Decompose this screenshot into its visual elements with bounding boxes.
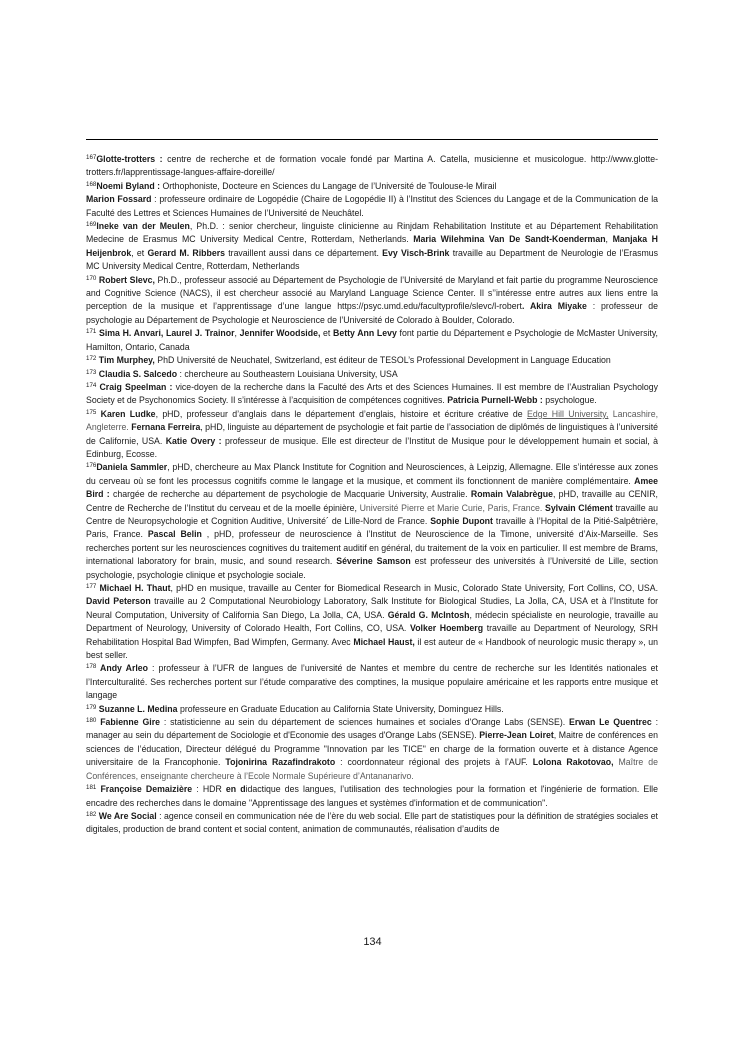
footnote-name: David Peterson xyxy=(86,596,151,607)
footnote-name: Maria Wilehmina Van De Sandt-Koenderman xyxy=(413,234,606,245)
footnote-text: , pHD, travaille au CENIR, Centre de Recherche de l’Institut du cerveau et de la moelle épinière, xyxy=(86,489,658,513)
footnote-text: chargée de recherche au département de psychologie de Macquarie University, Australie. xyxy=(109,489,471,500)
footnote-name: Marion Fossard xyxy=(86,194,152,205)
footnote-number: 178 xyxy=(86,663,97,671)
footnote-text: professeure en Graduate Education au California State University, Dominguez Hills. xyxy=(177,703,504,714)
footnote-text: : HDR xyxy=(192,784,226,795)
footnote-name: Pierre-Jean Loiret xyxy=(479,730,554,741)
footnote-name: Gérald G. McIntosh xyxy=(387,609,470,620)
footnote-text: : professeur de psychologie au Département de Psychologie et Neuroscience de l’Université de Colorado à Boulder, Colorado. xyxy=(86,301,658,325)
footnote-name: Evy Visch-Brink xyxy=(382,247,450,258)
footnote-text: et xyxy=(320,328,334,339)
footnote xyxy=(86,354,658,367)
footnote-text: travaillent aussi dans ce département. xyxy=(224,247,383,258)
footnote-link[interactable]: Edge Hill University, xyxy=(527,408,609,419)
footnote-name: We Are Social xyxy=(96,810,157,821)
footnote-name: Volker Hoemberg xyxy=(410,623,484,634)
footnote-text: Orthophoniste, Docteure en Sciences du Langage de l’Université de Toulouse-le Mirail xyxy=(160,180,497,191)
footnote-text: , pHD en musique, travaille au Center for Biomedical Research in Music, Colorado State University, Fort Collins, CO, USA. xyxy=(170,583,658,593)
footnote-name: Michael H. Thaut xyxy=(96,583,171,593)
footnote-separator xyxy=(86,139,658,140)
footnote xyxy=(86,327,658,354)
footnote-name: Erwan Le Quentrec xyxy=(569,717,652,728)
footnote xyxy=(86,716,658,783)
footnote-text: , xyxy=(605,234,613,245)
footnote-name: Sima H. Anvari, Laurel J. Trainor xyxy=(96,328,235,339)
footnote-name: Robert Slevc, xyxy=(96,274,155,285)
footnote-number: 181 xyxy=(86,784,97,792)
footnote-name: Suzanne L. Medina xyxy=(96,703,178,714)
footnote-name: Gerard M. Ribbers xyxy=(147,247,225,258)
footnote-name: Noemi Byland : xyxy=(96,180,161,191)
footnote-text: , médecin spécialiste en neurologie, travaille au Department of Neurology, University of Colorado Health, Fort Collins, CO, USA. xyxy=(86,609,658,634)
footnote-text: idactique des langues, l’utilisation des technologies pour la formation et l'ingénierie de formation. Elle encadre des recherches dans le domaine "Apprentissage des langues et systèmes d'information et de communication". xyxy=(86,784,658,808)
footnote xyxy=(86,153,658,180)
footnote-name: Fabienne Gire xyxy=(96,717,160,728)
footnote-text: il est auteur de « Handbook of neurologic music therapy », un best seller. xyxy=(86,636,658,661)
footnote-text: Maître de Conférences, enseignante chercheure à l’Ecole Normale Supérieure d’Antananarivo. xyxy=(86,757,658,781)
footnote-name: Jennifer Woodside, xyxy=(239,328,321,339)
footnote xyxy=(86,408,658,462)
footnote-number: 180 xyxy=(86,717,97,725)
footnote-name: Craig Speelman : xyxy=(96,381,173,392)
footnote-name: Tim Murphey, xyxy=(96,355,155,366)
footnote-name: Betty Ann Levy xyxy=(333,328,397,339)
footnote-text: : chercheure au Southeastern Louisiana University, USA xyxy=(177,368,398,379)
footnote-text: vice-doyen de la recherche dans la Faculté des Arts et des Sciences Humaines. Il est membre de l’Australian Psychology Society et de Psychonomics Society. Il s’intéresse à l’acquisition de compétences cognitives. xyxy=(86,381,658,406)
footnote-text: : coordonnateur régional des projets à l’AUF. xyxy=(335,757,533,768)
footnote-name: Sophie Dupont xyxy=(430,515,493,526)
footnote-name: Romain Valabrègue xyxy=(470,489,553,500)
footnote xyxy=(86,461,658,582)
footnote-text: Ph.D., professeur associé au Département de Psychologie de l’Université de Maryland et fait partie du programme Neuroscience and Cognitive Science (NACS), il est chercheur associé au Maryland Language Science Center. Il s’’intéresse entre autres aux liens entre la perception de la musique et l’apprentissage d’une langue https://psyc.umd.edu/facultyprofile/slevc/l-robert xyxy=(86,274,658,312)
footnote-number: 176 xyxy=(86,462,97,470)
footnote-number: 168 xyxy=(86,180,97,188)
footnote xyxy=(86,193,658,220)
footnote-name: . Akira Miyake xyxy=(522,301,587,312)
footnote-name: Ineke van der Meulen xyxy=(96,221,190,232)
footnote-number: 167 xyxy=(86,154,97,161)
footnote-name: Sylvain Clément xyxy=(544,502,613,513)
footnote-text: , pHD, professeur d’anglais dans le département d’englais, histoire et écriture créative de xyxy=(155,408,527,419)
footnote-name: Michael Haust, xyxy=(353,636,415,647)
footnote-name: Manjaka H Heijenbrok xyxy=(86,234,658,258)
footnote-text: : agence conseil en communication née de l’ère du web social. Elle part de statistiques pour la définition de stratégies sociales et digitales, production de brand content et social content, animation de communautés, réalisation d’audits de xyxy=(86,810,658,835)
footnote-text: professeur de musique. Elle est directeur de l’Institut de Musique pour le développement humain et social, à Edinburg, Ecosse. xyxy=(86,435,658,459)
footnote-number: 182 xyxy=(86,810,97,818)
footnote-text: font partie du Département e Psychologie de McMaster University, Hamilton, Ontario, Canada xyxy=(86,328,658,352)
footnote xyxy=(86,662,658,702)
footnote-text: travaille au Department of Neurology, SRH Rehabilitation Hospital Bad Wimpfen, Bad Wimpfen, Germany. Avec xyxy=(86,623,658,647)
footnote-text: Lancashire, Angleterre. xyxy=(86,408,659,433)
footnote-text: PhD Université de Neuchatel, Switzerland, est éditeur de TESOL’s Professional Development in Language Education xyxy=(154,355,611,366)
footnote-text: centre de recherche et de formation vocale fondé par Martina A. Catella, musicienne et musicologue. http://www.glotte-trotters.fr/lapprentissage-langues-affaire-doreille/ xyxy=(86,154,658,178)
footnote xyxy=(86,220,658,274)
footnote-text: , xyxy=(234,328,240,339)
footnote-name: Patricia Purnell-Webb : xyxy=(447,395,543,406)
footnote-name: Claudia S. Salcedo xyxy=(96,368,178,379)
footnote-text: Université Pierre et Marie Curie, Paris, France. xyxy=(359,502,543,513)
footnote-text: est professeur des universités à l’Université de Lille, section psychologie, psychologie clinique et psychologie sociale. xyxy=(86,556,659,580)
footnote-text: travaille au Department de Neurologie de l’Erasmus MC University Medical Centre, Rotterdam, Netherlands xyxy=(86,247,658,272)
footnote-text: psychologue. xyxy=(542,395,597,406)
footnote-name: Séverine Samson xyxy=(336,556,411,567)
footnote-text: , et xyxy=(131,247,148,258)
footnote-number: 177 xyxy=(86,583,97,590)
footnote-text: travaille au Centre de Neuropsychologie et Cognition Auditive, Université´ de Lille-Nord de France. xyxy=(86,502,659,526)
footnote xyxy=(86,381,658,408)
footnote-text: , pHD, linguiste au département de psychologie et fait partie de l’association de diplômés de linguistiques à l’université de Californie, USA. xyxy=(86,422,659,446)
footnote-text: , pHD, chercheure au Max Planck Institute for Cognition and Neurosciences, à Leipzig, Allemagne. Elle s’intéresse aux zones du cerveau où se font les processus cognitifs comme le langage et la musique, et comment ils fonctionnent de manière complémentaire. xyxy=(86,462,658,486)
footnote-number: 179 xyxy=(86,703,97,711)
footnote-name: Fernana Ferreira xyxy=(131,422,201,433)
footnote-name: Glotte-trotters : xyxy=(96,154,163,164)
footnote xyxy=(86,180,658,193)
footnote-number: 169 xyxy=(86,221,97,229)
footnote-text: , Ph.D. : senior chercheur, linguiste clinicienne au Rinjdam Rehabilitation Institute et au Département Rehabilitation Medecine de Erasmus MC University Medical Centre, Rotterdam, Netherlands. xyxy=(86,221,658,245)
page-number: 134 xyxy=(363,936,382,948)
footnote-name: Daniela Sammler xyxy=(96,462,168,473)
footnote xyxy=(86,783,658,810)
footnote-name: Tojonirina Razafindrakoto xyxy=(225,757,336,768)
footnote-text: , Maitre de conférences en sciences de l’éducation, Directeur délégué du Programme "Innovation par les TICE" en charge de la formation ouverte et à distance Agence universitaire de la Francophonie. xyxy=(86,730,658,768)
footnote-number: 172 xyxy=(86,355,97,363)
footnote-text: travaille au 2 Computational Neurobiology Laboratory, Salk Institute for Biological Studies, La Jolla, CA, USA et à l’Institute for Neural Computation, University of California San Diego, La Jolla, CA, USA. xyxy=(86,596,658,620)
footnote-text: , pHD, professeur de neuroscience à l’Institut de Neuroscience de la Timone, université d’Aix-Marseille. Ses recherches portent sur les neurosciences cognitives du traitement auditif en général, du traitement de la voix en particulier. Il est membre de Brams, international laboratory for brain, music, and sound research. xyxy=(86,529,659,567)
footnote-name: Amee Bird : xyxy=(86,475,658,500)
footnote-name: Lolona Rakotovao, xyxy=(532,757,614,768)
footnote-text: : statisticienne au sein du département de sciences humaines et sociales d'Orange Labs (SENSE). xyxy=(160,717,570,728)
footnote xyxy=(86,274,658,328)
footnote-name: Françoise Demaizière xyxy=(96,784,193,795)
footnote xyxy=(86,368,658,381)
footnote xyxy=(86,810,658,837)
footnote-name: Karen Ludke xyxy=(96,408,156,419)
footnote-number: 174 xyxy=(86,381,97,389)
footnote-number: 175 xyxy=(86,408,97,416)
footnote-number: 171 xyxy=(86,328,97,336)
footnote-name: Pascal Belin xyxy=(147,529,202,540)
footnote xyxy=(86,703,658,716)
footnote-number: 173 xyxy=(86,368,97,376)
footnote-text: : manager au sein du département de Sociologie et d'Economie des usages d'Orange Labs (SENSE). xyxy=(86,717,658,741)
footnote-name: Katie Overy : xyxy=(165,435,222,446)
footnote-name: Andy Arleo xyxy=(96,663,149,674)
footnote xyxy=(86,582,658,662)
footnote-text: travaille à l’Hopital de la Pitié-Salpêtrière, Paris, France. xyxy=(86,515,658,540)
footnote-text: : professeur à l’UFR de langues de l’université de Nantes et membre du centre de recherche sur les Identités nationales et l’Interculturalité. Ses recherches portent sur l’étude comparative des comptines, la musique populaire américaine et les rapports entre musique et langage xyxy=(86,663,658,701)
footnote-text: : professeure ordinaire de Logopédie (Chaire de Logopédie II) à l’Institut des Sciences du Langage et de la Communication de la Faculté des Lettres et Sciences Humaines de l’Université de Neuchâtel. xyxy=(86,194,659,218)
footnotes-block xyxy=(86,153,658,837)
footnote-name: en d xyxy=(225,784,246,795)
footnote-number: 170 xyxy=(86,274,97,282)
